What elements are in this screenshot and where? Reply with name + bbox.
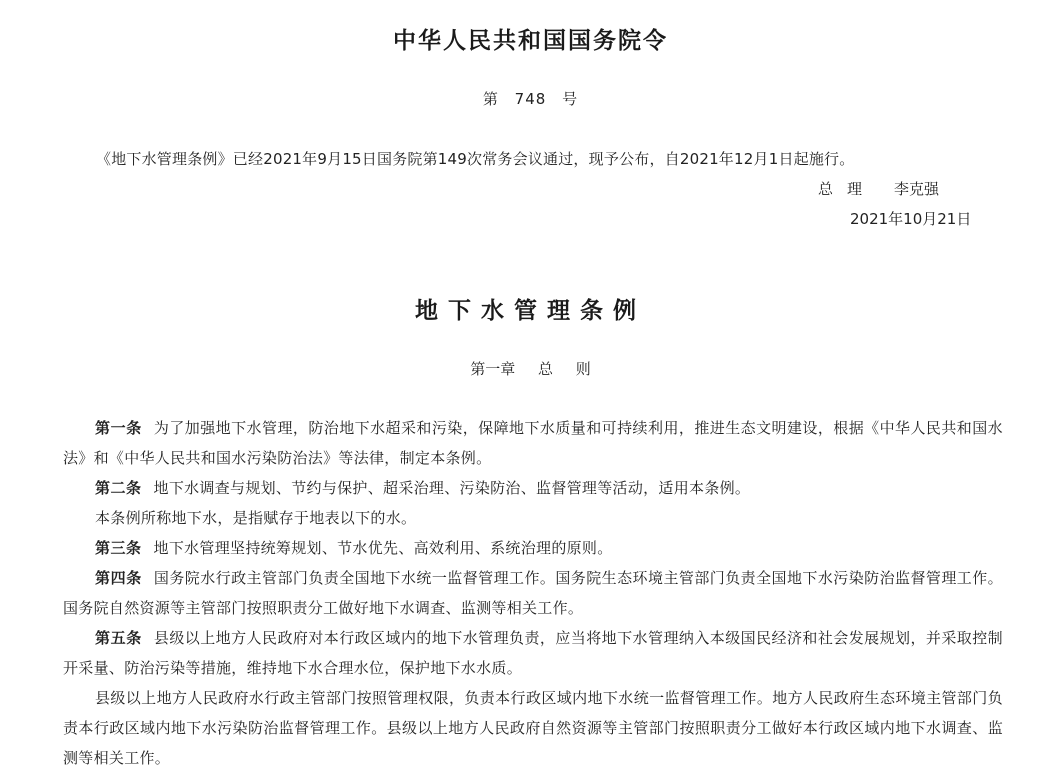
article-paragraph (63, 503, 1003, 533)
signer-role: 总理 (818, 180, 877, 198)
decree-date: 2021年10月21日 (850, 210, 972, 228)
article-text: 县级以上地方人民政府水行政主管部门按照管理权限，负责本行政区域内地下水统一监督管理工作。地方人民政府生态环境主管部门负责本行政区域内地下水污染防治监督管理工作。县级以上地方人民政府自然资源等主管部门按照职责分工做好本行政区域内地下水调查、监测等相关工作。 (63, 689, 1003, 767)
article-text: 国务院水行政主管部门负责全国地下水统一监督管理工作。国务院生态环境主管部门负责全国地下水污染防治监督管理工作。国务院自然资源等主管部门按照职责分工做好地下水调查、监测等相关工作。 (63, 569, 1003, 617)
decree-body: 《地下水管理条例》已经2021年9月15日国务院第149次常务会议通过，现予公布，自2021年12月1日起施行。 (96, 150, 855, 168)
article-text: 本条例所称地下水，是指赋存于地表以下的水。 (95, 509, 417, 527)
article-number: 第三条 (95, 539, 142, 557)
signer-block (818, 178, 939, 199)
regulation-title: 地下水管理条例 (415, 297, 646, 324)
chapter-title: 第一章 总 则 (470, 360, 591, 378)
articles-list (63, 413, 1003, 773)
article-number: 第一条 (95, 419, 142, 437)
article-number: 第五条 (95, 629, 142, 647)
article-text: 地下水调查与规划、节约与保护、超采治理、污染防治、监督管理等活动，适用本条例。 (153, 479, 751, 497)
article-paragraph (63, 473, 1003, 503)
article-paragraph (63, 533, 1003, 563)
article-text: 为了加强地下水管理，防治地下水超采和污染，保障地下水质量和可持续利用，推进生态文明建设，根据《中华人民共和国水法》和《中华人民共和国水污染防治法》等法律，制定本条例。 (63, 419, 1003, 467)
article-text: 地下水管理坚持统筹规划、节水优先、高效利用、系统治理的原则。 (153, 539, 613, 557)
article-text: 县级以上地方人民政府对本行政区域内的地下水管理负责，应当将地下水管理纳入本级国民经济和社会发展规划，并采取控制开采量、防治污染等措施，维持地下水合理水位，保护地下水水质。 (63, 629, 1003, 677)
article-number: 第二条 (95, 479, 142, 497)
article-paragraph (63, 413, 1003, 473)
decree-number: 第 748 号 (482, 90, 579, 108)
article-paragraph (63, 623, 1003, 683)
decree-title: 中华人民共和国国务院令 (393, 27, 668, 54)
article-paragraph (63, 683, 1003, 773)
article-paragraph (63, 563, 1003, 623)
article-number: 第四条 (95, 569, 142, 587)
signer-name: 李克强 (894, 180, 940, 198)
